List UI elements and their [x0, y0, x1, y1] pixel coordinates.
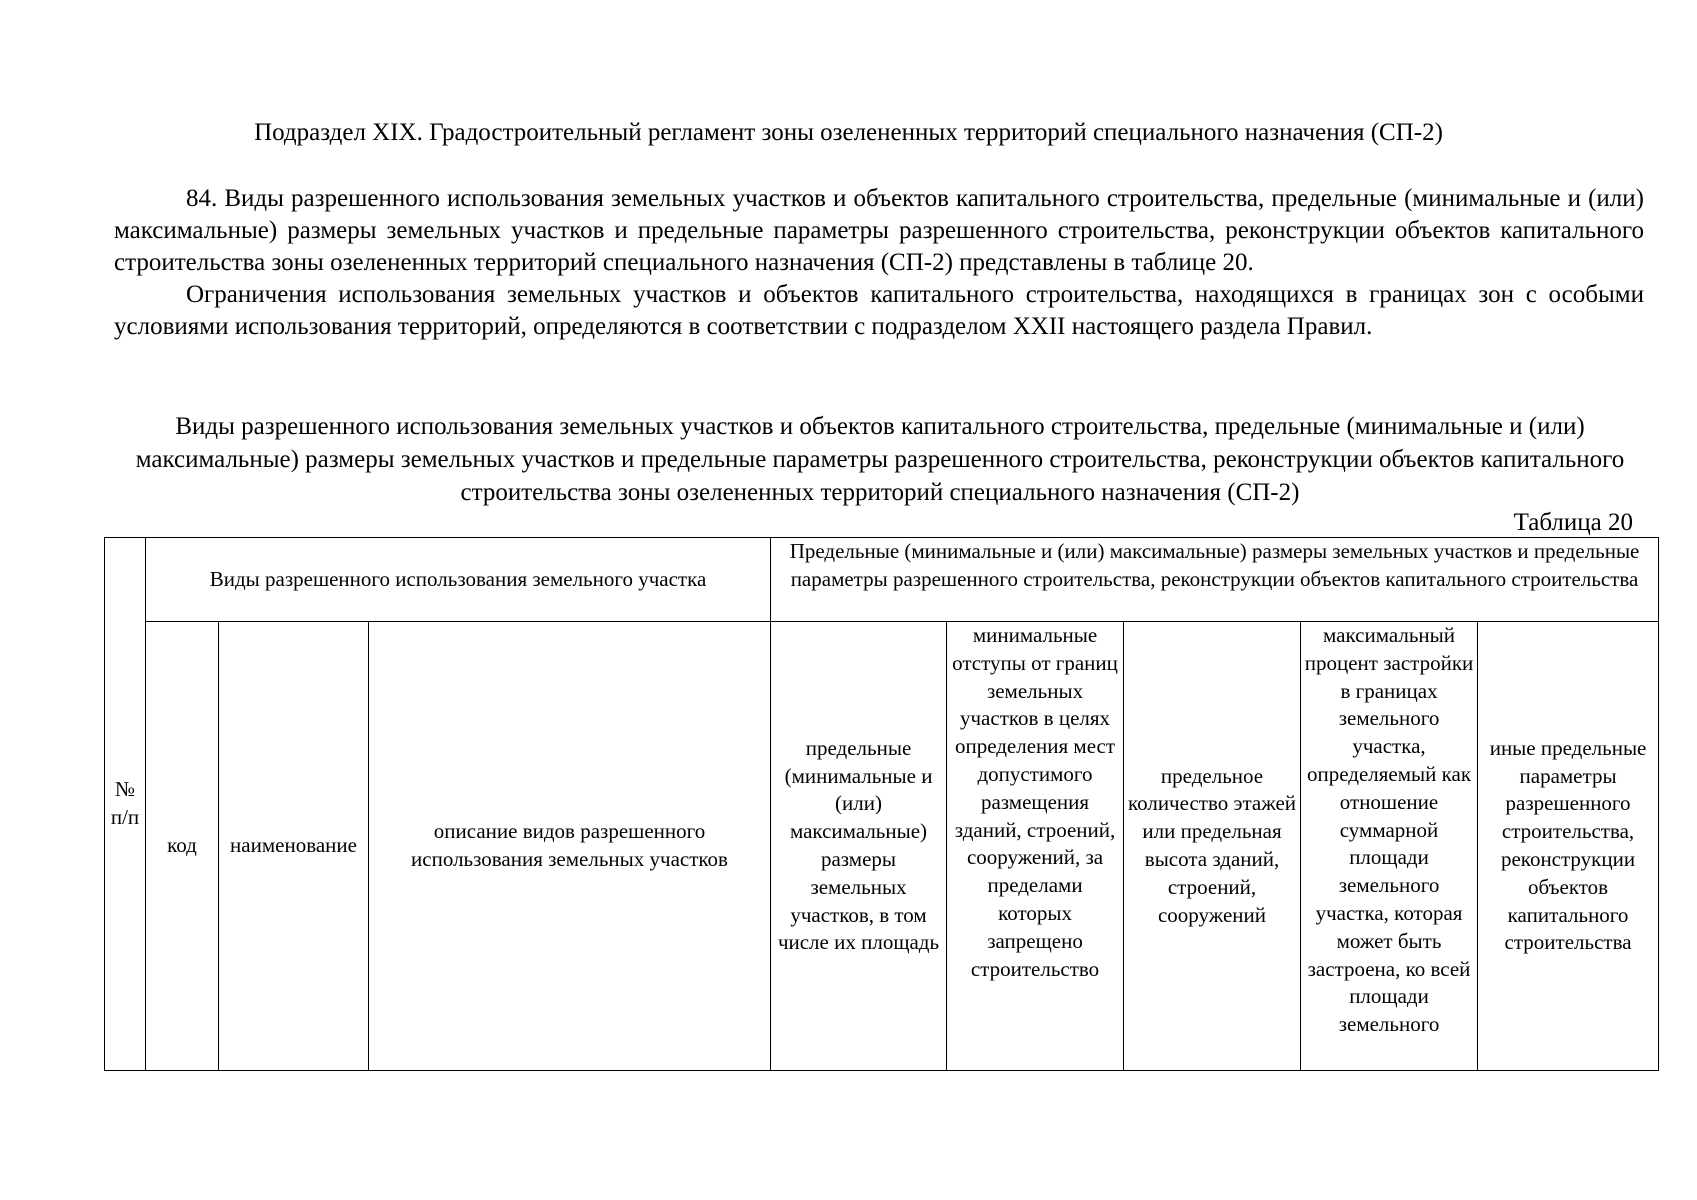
table-header-row-bottom [105, 622, 1659, 1071]
header-coverage: максимальный процент застройки в границах земельного участка, определяемый как отношение суммарной площади земельного участка, которая может быть застроена, ко всей площади земельного [1301, 622, 1478, 1071]
header-other-params: иные предельные параметры разрешенного строительства, реконструкции объектов капитального строительства [1478, 622, 1659, 1071]
header-group-uses: Виды разрешенного использования земельного участка [146, 538, 771, 622]
page-title: Подраздел XIX. Градостроительный регламент зоны озелененных территорий специального назначения (СП-2) [254, 119, 1443, 146]
paragraph-restrictions: Ограничения использования земельных участков и объектов капитального строительства, находящихся в границах зон с особыми условиями использования территорий, определяются в соответствии с подразделом XXII настоящего раздела Правил. [114, 281, 1644, 340]
header-setbacks: минимальные отступы от границ земельных участков в целях определения мест допустимого размещения зданий, строений, сооружений, за пределами которых запрещено строительство [947, 622, 1124, 1071]
regulations-table [104, 537, 1659, 1071]
header-code: код [146, 622, 219, 1071]
header-plot-size: предельные (минимальные и (или) максимальные) размеры земельных участков, в том числе их площадь [771, 622, 947, 1071]
table-caption: Виды разрешенного использования земельных участков и объектов капитального строительства, предельные (минимальные и (или) максимальные) размеры земельных участков и предельные параметры разрешенного строительства, реконструкции объектов капитального строительства зоны озелененных территорий специального назначения (СП-2) [135, 413, 1625, 506]
paragraph-84: 84. Виды разрешенного использования земельных участков и объектов капитального строительства, предельные (минимальные и (или) максимальные) размеры земельных участков и предельные параметры разрешенного строительства, реконструкции объектов капитального строительства зоны озелененных территорий специального назначения (СП-2) представлены в таблице 20. [114, 185, 1644, 276]
body-text [114, 183, 1644, 343]
table-header-row-top [105, 538, 1659, 622]
table-number: Таблица 20 [1513, 509, 1633, 536]
header-floors: предельное количество этажей или предельная высота зданий, строений, сооружений [1124, 622, 1301, 1071]
header-group-limits: Предельные (минимальные и (или) максимальные) размеры земельных участков и предельные параметры разрешенного строительства, реконструкции объектов капитального строительства [771, 538, 1659, 622]
header-description: описание видов разрешенного использования земельных участков [369, 622, 771, 1071]
header-name: наименование [219, 622, 369, 1071]
header-number: № п/п [105, 538, 146, 1071]
